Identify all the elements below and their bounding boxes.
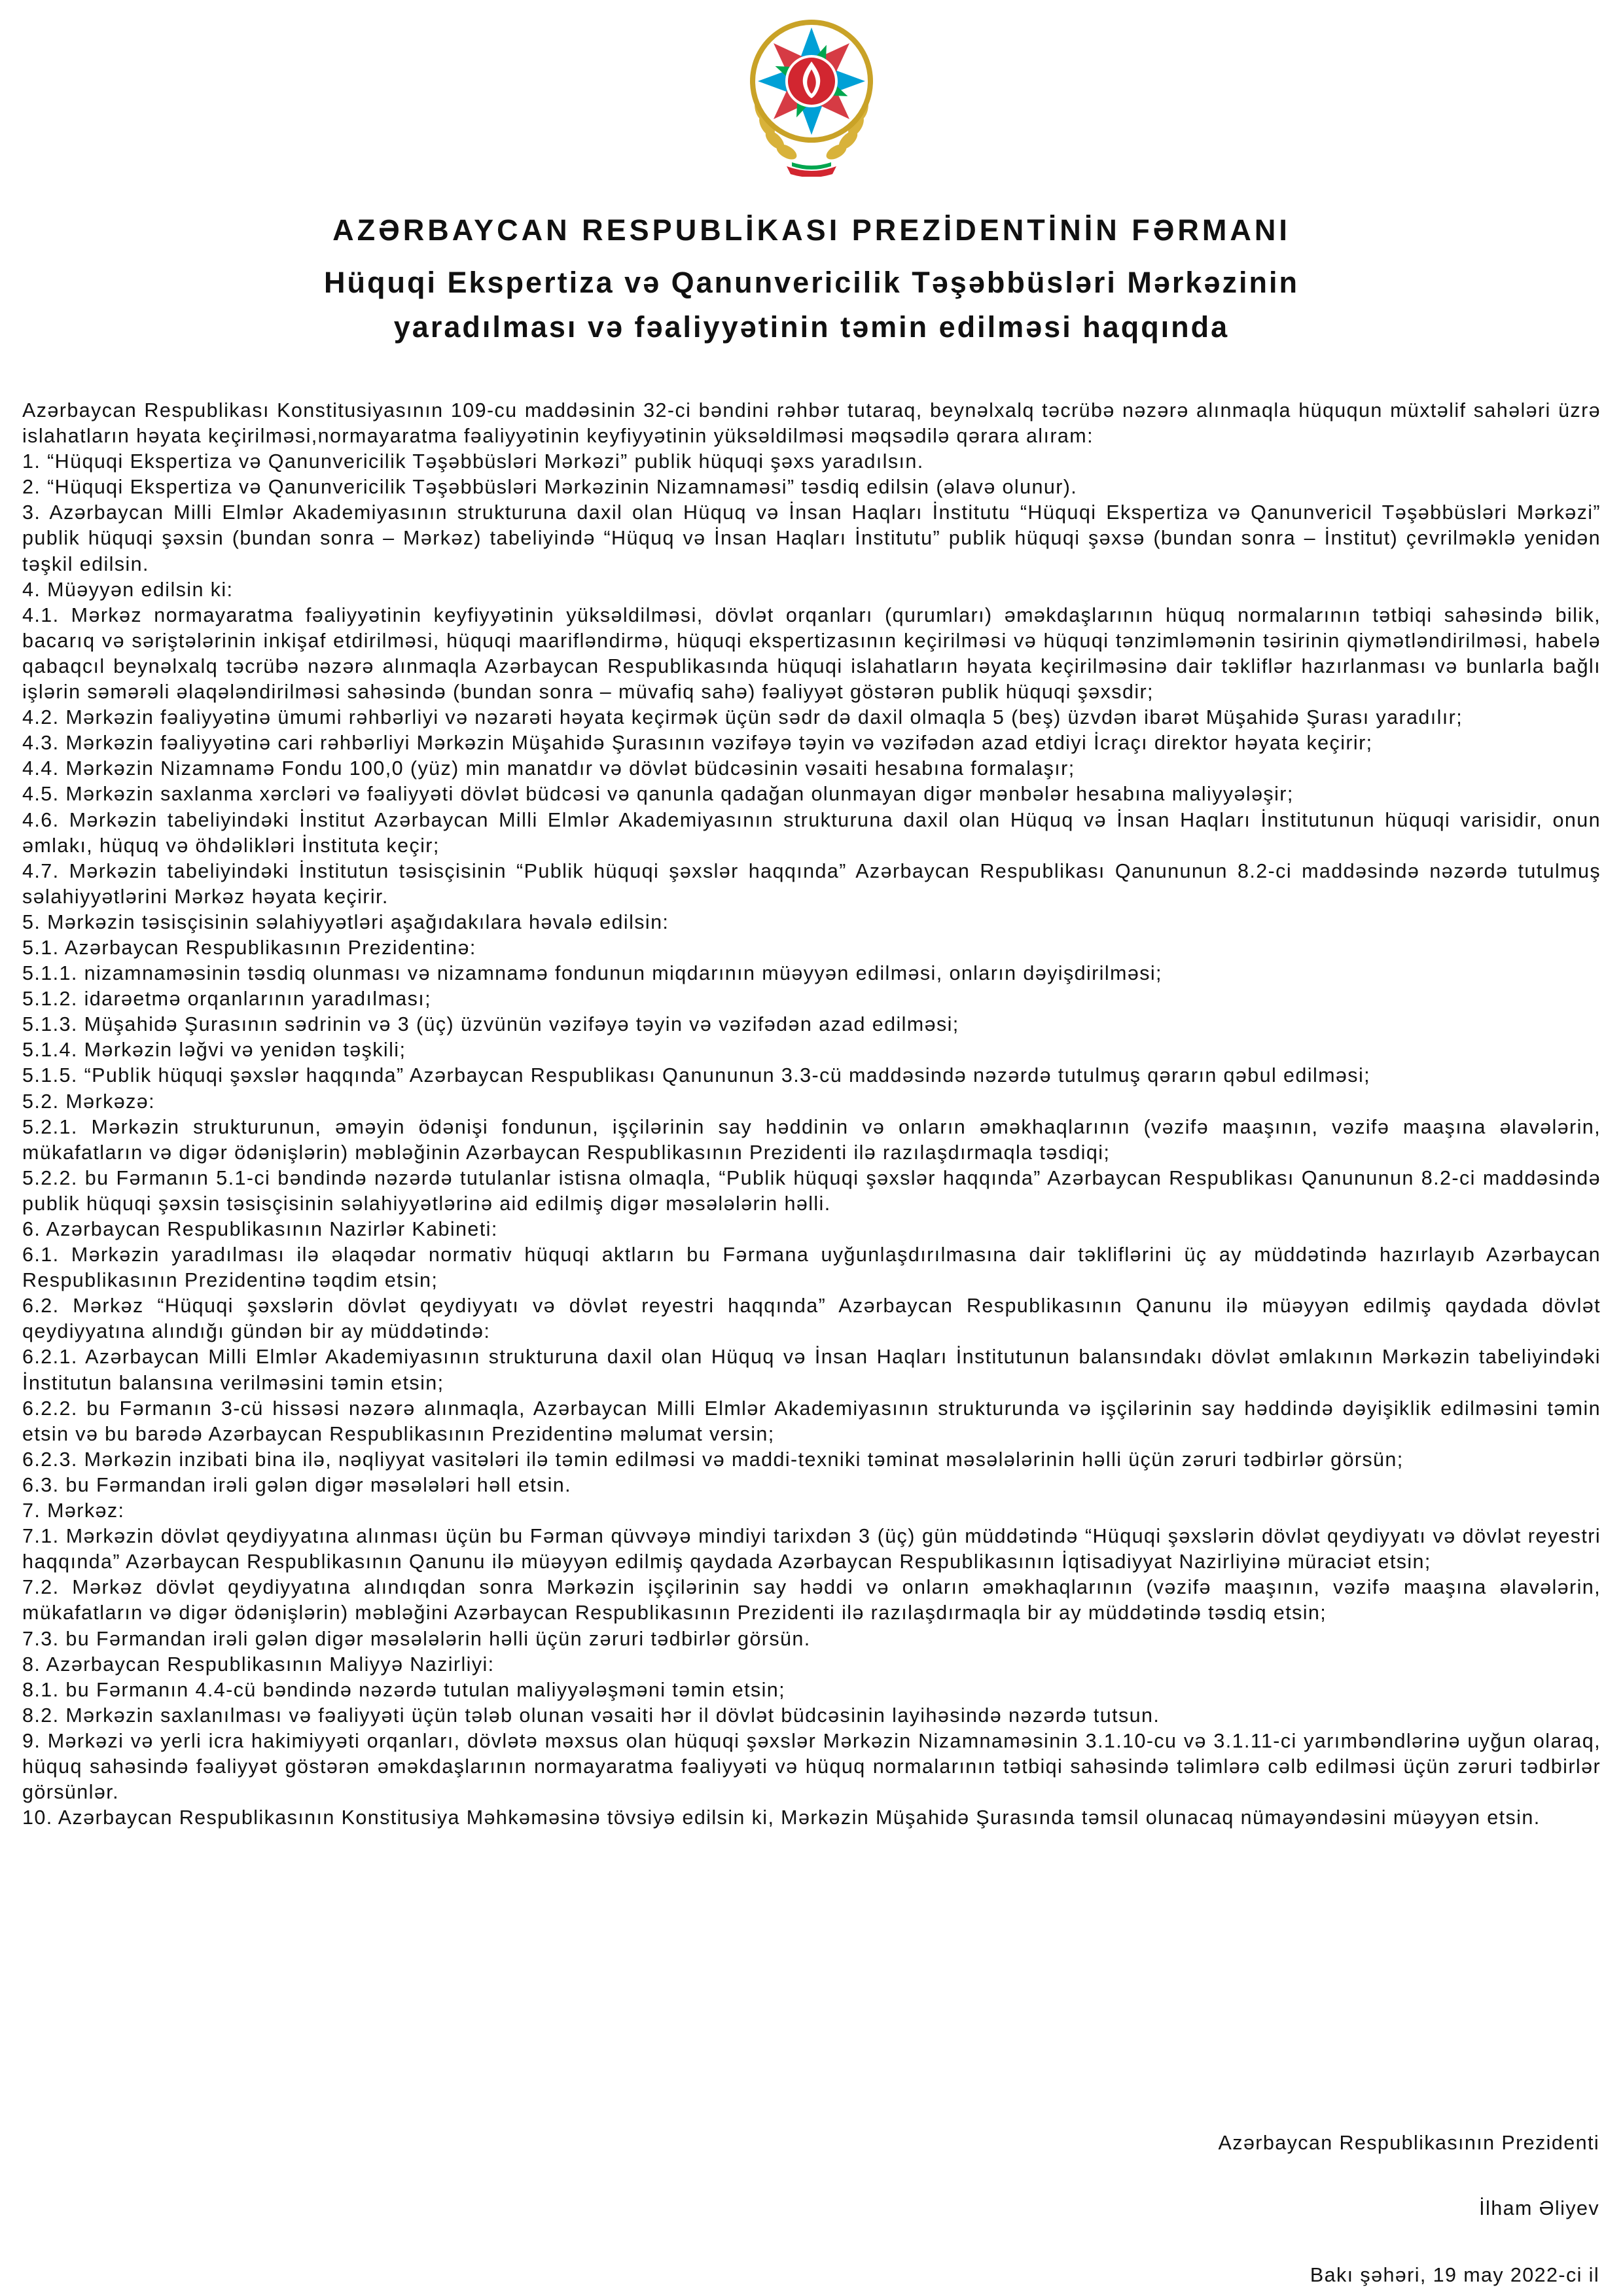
body-paragraph: 5.2.1. Mərkəzin strukturunun, əməyin ödənişi fondunun, işçilərinin say həddinin və onların əməkhaqlarının (vəzifə maaşının, vəzifə maaşına əlavələrin, mükafatların və digər ödənişlərin) məbləğinin Azərbaycan Respublikasının Prezidenti ilə razılaşdırmaqla təsdiqi;: [22, 1115, 1601, 1164]
subtitle-line-1: Hüquqi Ekspertiza və Qanunvericilik Təşəbbüsləri Mərkəzinin: [324, 266, 1299, 299]
body-paragraph: 10. Azərbaycan Respublikasının Konstitusiya Məhkəməsinə tövsiyə edilsin ki, Mərkəzin Müşahidə Şurasında təmsil olunacaq nümayəndəsini müəyyən etsin.: [22, 1806, 1541, 1829]
signature-place-date: Bakı şəhəri, 19 may 2022-ci il: [1310, 2264, 1599, 2286]
body-paragraph: 1. “Hüquqi Ekspertiza və Qanunvericilik Təşəbbüsləri Mərkəzi” publik hüquqi şəxs yaradılsın.: [22, 450, 924, 473]
body-paragraph: 5.1.3. Müşahidə Şurasının sədrinin və 3 (üç) üzvünün vəzifəyə təyin və vəzifədən azad edilməsi;: [22, 1013, 959, 1036]
body-paragraph: 8.1. bu Fərmanın 4.4-cü bəndində nəzərdə tutulan maliyyələşməni təmin etsin;: [22, 1678, 786, 1701]
body-paragraph: 2. “Hüquqi Ekspertiza və Qanunvericilik Təşəbbüsləri Mərkəzinin Nizamnaməsi” təsdiq edilsin (əlavə olunur).: [22, 476, 1078, 499]
body-paragraph: 4.4. Mərkəzin Nizamnamə Fondu 100,0 (yüz) min manatdır və dövlət büdcəsinin vəsaiti hesabına formalaşır;: [22, 757, 1075, 780]
body-paragraph: 5.1.4. Mərkəzin ləğvi və yenidən təşkili;: [22, 1039, 406, 1062]
body-paragraph: 4.3. Mərkəzin fəaliyyətinə cari rəhbərliyi Mərkəzin Müşahidə Şurasının vəzifəyə təyin və vəzifədən azad etdiyi İcraçı direktor həyata keçirir;: [22, 732, 1373, 755]
body-paragraph: 6.2.2. bu Fərmanın 3-cü hissəsi nəzərə alınmaqla, Azərbaycan Milli Elmlər Akademiyasının strukturunda və işçilərinin say həddində dəyişiklik edilməsini təmin etsin və bu barədə Azərbaycan Respublikasının Prezidentinə məlumat versin;: [22, 1397, 1601, 1445]
document-subtitle: [0, 260, 1623, 350]
body-paragraph: 7. Mərkəz:: [22, 1499, 125, 1522]
body-paragraph: 4.6. Mərkəzin tabeliyindəki İnstitut Azərbaycan Milli Elmlər Akademiyasının strukturuna daxil olan Hüquq və İnsan Haqları İnstitutunun hüquqi varisidir, onun əmlakı, hüquq və öhdəlikləri İnstituta keçir;: [22, 808, 1601, 857]
body-paragraph: Azərbaycan Respublikası Konstitusiyasının 109-cu maddəsinin 32-ci bəndini rəhbər tutaraq, beynəlxalq təcrübə nəzərə alınmaqla hüququn müxtəlif sahələri üzrə islahatların həyata keçirilməsi,normayaratma fəaliyyətinin keyfiyyətinin yüksəldilməsi məqsədilə qərara alıram:: [22, 399, 1601, 448]
subtitle-line-2: yaradılması və fəaliyyətinin təmin edilməsi haqqında: [393, 310, 1230, 344]
body-paragraph: 5. Mərkəzin təsisçisinin səlahiyyətləri aşağıdakılara həvalə edilsin:: [22, 910, 669, 933]
document-title: AZƏRBAYCAN RESPUBLİKASI PREZİDENTİNİN FƏRMANI: [332, 213, 1291, 247]
body-paragraph: 6.2.1. Azərbaycan Milli Elmlər Akademiyasının strukturuna daxil olan Hüquq və İnsan Haqları İnstitutunun balansındakı dövlət əmlakının Mərkəzin tabeliyindəki İnstitutun balansına verilməsini təmin etsin;: [22, 1346, 1601, 1394]
body-paragraph: 4.1. Mərkəz normayaratma fəaliyyətinin keyfiyyətinin yüksəldilməsi, dövlət orqanları (qurumları) əməkdaşlarının hüquq normalarının tətbiqi sahəsində bilik, bacarıq və səriştələrinin inkişaf etdirilməsi, hüquqi maarifləndirmə, hüquqi ekspertizasının keçirilməsi və hüquqi tənzimləmənin təsirinin qiymətləndirilməsi, habelə qabaqcıl beynəlxalq təcrübə nəzərə alınmaqla Azərbaycan Respublikasında hüquqi islahatların həyata keçirilməsinə dair təkliflər hazırlanması və bunlarla bağlı işlərin səmərəli əlaqələndirilməsi sahəsində (bundan sonra – müvafiq sahə) fəaliyyət göstərən publik hüquqi şəxsdir;: [22, 603, 1601, 704]
body-paragraph: 6.2. Mərkəz “Hüquqi şəxslərin dövlət qeydiyyatı və dövlət reyestri haqqında” Azərbaycan Respublikasının Qanunu ilə müəyyən edilmiş qaydada dövlət qeydiyyatına alındığı gündən bir ay müddətində:: [22, 1295, 1601, 1343]
body-paragraph: 5.1.2. idarəetmə orqanlarının yaradılması;: [22, 988, 432, 1011]
state-emblem: [741, 14, 882, 177]
body-paragraph: 6.2.3. Mərkəzin inzibati bina ilə, nəqliyyat vasitələri ilə təmin edilməsi və maddi-texniki təminat məsələlərinin həlli üçün zəruri tədbirlər görsün;: [22, 1448, 1404, 1471]
body-paragraph: 9. Mərkəzi və yerli icra hakimiyyəti orqanları, dövlətə məxsus olan hüquqi şəxslər Mərkəzin Nizamnaməsinin 3.1.10-cu və 3.1.11-ci yarımbəndlərinə uyğun olaraq, hüquq sahəsində fəaliyyət göstərən əməkdaşlarının normayaratma fəaliyyəti və hüquq normalarının tətbiqi sahəsində təlimlərə cəlb edilməsi üçün zəruri tədbirlər görsünlər.: [22, 1729, 1601, 1804]
body-paragraph: 4.7. Mərkəzin tabeliyindəki İnstitutun təsisçisinin “Publik hüquqi şəxslər haqqında” Azərbaycan Respublikası Qanununun 8.2-ci maddəsində nəzərdə tutulmuş səlahiyyətlərini Mərkəz həyata keçirir.: [22, 859, 1601, 908]
signature-position: Azərbaycan Respublikasının Prezidenti: [1218, 2132, 1599, 2154]
body-paragraph: 3. Azərbaycan Milli Elmlər Akademiyasının strukturuna daxil olan Hüquq və İnsan Haqları İnstitutu “Hüquqi Ekspertiza və Qanunvericil Təşəbbüsləri Mərkəzi” publik hüquqi şəxsin (bundan sonra – Mərkəz) tabeliyində “Hüquq və İnsan Haqları İnstitutu” publik hüquqi şəxsə (bundan sonra – İnstitut) çevrilməklə yenidən təşkil edilsin.: [22, 501, 1601, 575]
body-paragraph: 5.1.5. “Publik hüquqi şəxslər haqqında” Azərbaycan Respublikası Qanununun 3.3-cü maddəsində nəzərdə tutulmuş qərarın qəbul edilməsi;: [22, 1064, 1370, 1087]
body-paragraph: 4.2. Mərkəzin fəaliyyətinə ümumi rəhbərliyi və nəzarəti həyata keçirmək üçün sədr də daxil olmaqla 5 (beş) üzvdən ibarət Müşahidə Şurası yaradılır;: [22, 706, 1463, 729]
body-paragraph: 5.1. Azərbaycan Respublikasının Prezidentinə:: [22, 936, 476, 959]
body-paragraph: 4. Müəyyən edilsin ki:: [22, 578, 234, 601]
body-paragraph: 5.2. Mərkəzə:: [22, 1090, 155, 1113]
azerbaijan-state-emblem-icon: [741, 14, 882, 177]
body-paragraph: 5.1.1. nizamnaməsinin təsdiq olunması və nizamnamə fondunun miqdarının müəyyən edilməsi, onların dəyişdirilməsi;: [22, 962, 1162, 985]
body-paragraph: 7.1. Mərkəzin dövlət qeydiyyatına alınması üçün bu Fərman qüvvəyə mindiyi tarixdən 3 (üç) gün müddətində “Hüquqi şəxslərin dövlət qeydiyyatı və dövlət reyestri haqqında” Azərbaycan Respublikasının Qanunu ilə müəyyən edilmiş qaydada Azərbaycan Respublikasının İqtisadiyyat Nazirliyinə müraciət etsin;: [22, 1525, 1601, 1573]
body-paragraph: 8.2. Mərkəzin saxlanılması və fəaliyyəti üçün tələb olunan vəsaiti hər il dövlət büdcəsinin layihəsində nəzərdə tutsun.: [22, 1704, 1160, 1727]
signature-name: İlham Əliyev: [1479, 2197, 1599, 2219]
body-paragraph: 6.3. bu Fərmandan irəli gələn digər məsələləri həll etsin.: [22, 1473, 572, 1496]
body-paragraph: 6.1. Mərkəzin yaradılması ilə əlaqədar normativ hüquqi aktların bu Fərmana uyğunlaşdırılmasına dair təkliflərini üç ay müddətində hazırlayıb Azərbaycan Respublikasının Prezidentinə təqdim etsin;: [22, 1244, 1601, 1292]
body-paragraph: 5.2.2. bu Fərmanın 5.1-ci bəndində nəzərdə tutulanlar istisna olmaqla, “Publik hüquqi şəxslər haqqında” Azərbaycan Respublikası Qanununun 8.2-ci maddəsində publik hüquqi şəxsin təsisçisinin səlahiyyətlərinə aid edilmiş digər məsələlərin həlli.: [22, 1166, 1601, 1215]
decree-body: [22, 398, 1601, 1831]
body-paragraph: 7.2. Mərkəz dövlət qeydiyyatına alındıqdan sonra Mərkəzin işçilərinin say həddi və onların əməkhaqlarının (vəzifə maaşının, vəzifə maaşına əlavələrin, mükafatların və digər ödənişlərin) məbləğini Azərbaycan Respublikasının Prezidenti ilə razılaşdırmaqla bir ay müddətində təsdiq etsin;: [22, 1576, 1601, 1624]
body-paragraph: 8. Azərbaycan Respublikasının Maliyyə Nazirliyi:: [22, 1653, 495, 1676]
body-paragraph: 4.5. Mərkəzin saxlanma xərcləri və fəaliyyəti dövlət büdcəsi və qanunla qadağan olunmayan digər mənbələr hesabına maliyyələşir;: [22, 783, 1294, 806]
body-paragraph: 6. Azərbaycan Respublikasının Nazirlər Kabineti:: [22, 1218, 498, 1240]
body-paragraph: 7.3. bu Fərmandan irəli gələn digər məsələlərin həlli üçün zəruri tədbirlər görsün.: [22, 1627, 811, 1650]
